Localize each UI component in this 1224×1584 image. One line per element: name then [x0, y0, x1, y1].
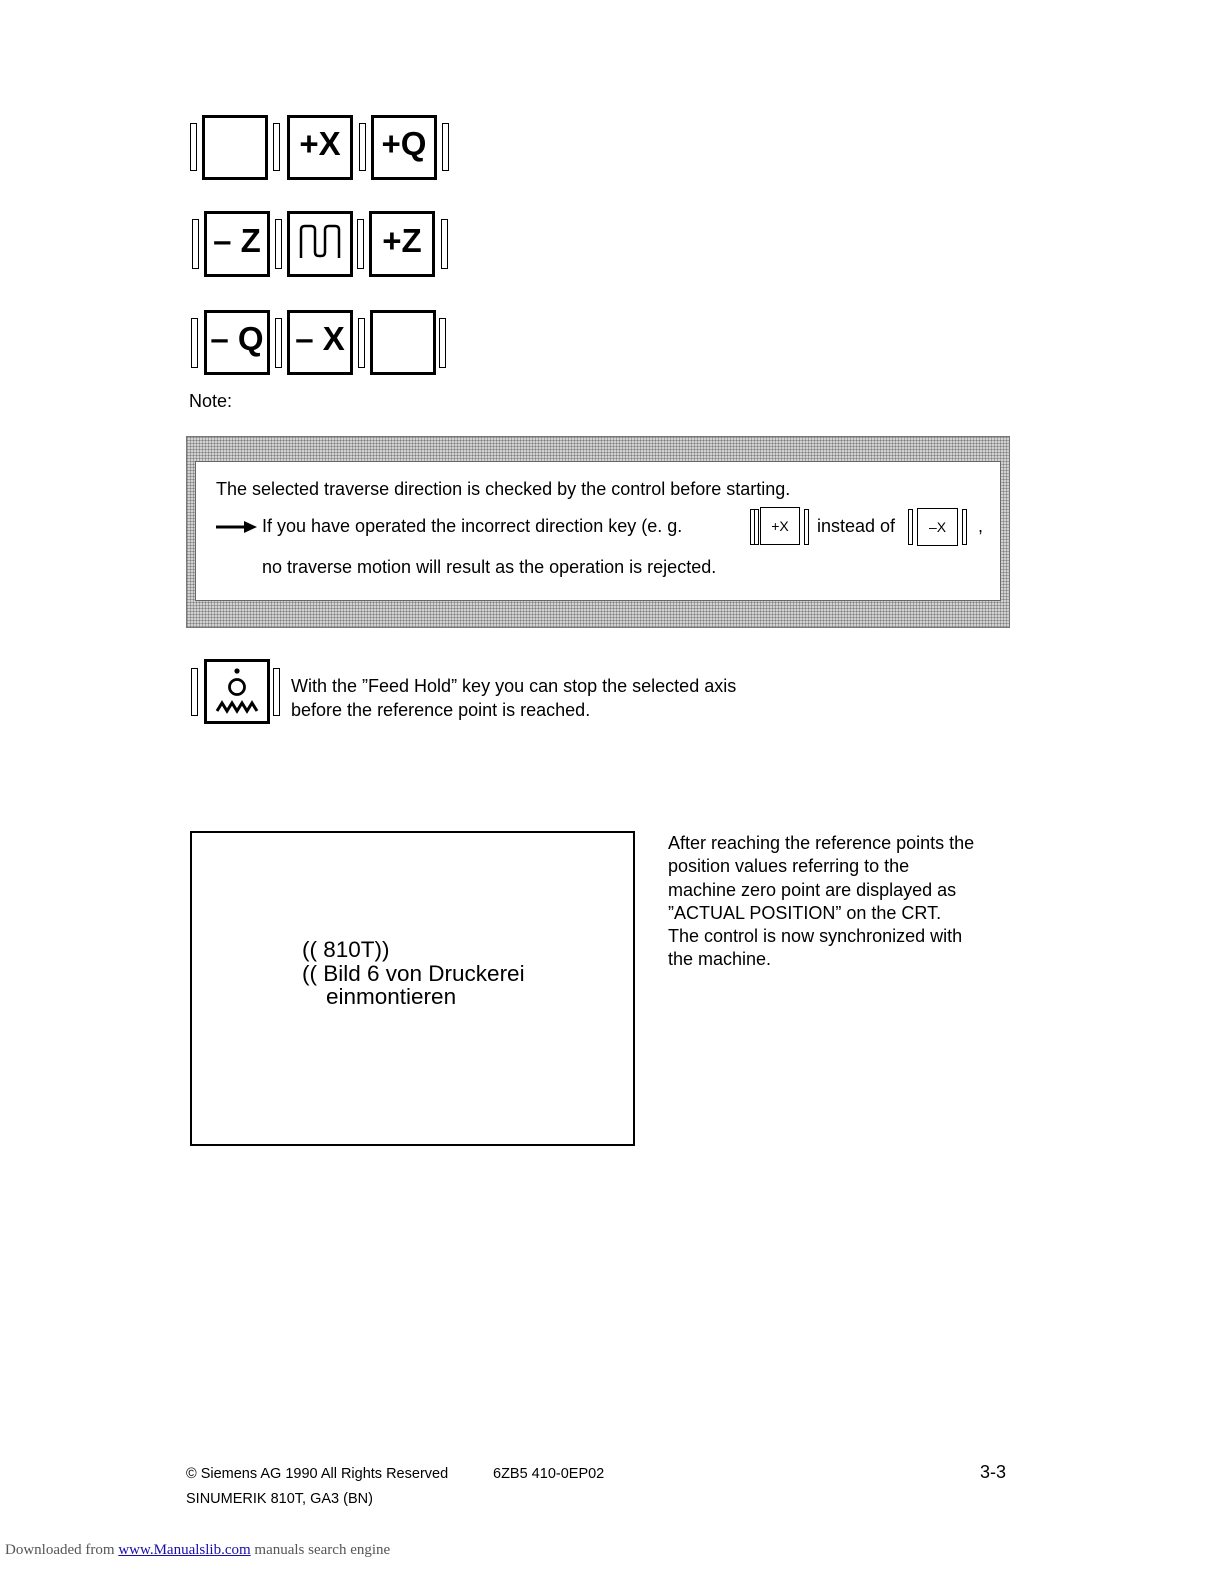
feed-hold-text-1: With the ”Feed Hold” key you can stop the selected axis — [291, 676, 737, 696]
paragraph-line: After reaching the reference points the — [668, 833, 975, 853]
paragraph-line: position values referring to the — [668, 856, 910, 877]
example-key-plus-x — [760, 507, 800, 545]
key-label: +X — [299, 125, 341, 162]
key-separator — [357, 219, 364, 269]
key-label: +X — [771, 518, 789, 534]
feed-hold-text-2: before the reference point is reached. — [291, 700, 591, 720]
figure-note-1: (( 810T)) — [302, 937, 390, 962]
manualslib-link[interactable]: www.Manualslib.com — [118, 1542, 251, 1558]
plus-z-key[interactable] — [369, 211, 435, 277]
figure-note-3: einmontieren — [326, 984, 457, 1009]
copyright: © Siemens AG 1990 All Rights Reserved — [186, 1466, 449, 1482]
key-label: +Z — [382, 221, 422, 259]
page-number: 3-3 — [980, 1462, 1007, 1482]
key-separator — [358, 318, 365, 368]
paragraph-line: the machine. — [668, 949, 772, 970]
minus-q-key[interactable] — [204, 310, 270, 375]
watermark-prefix: Downloaded from — [5, 1542, 115, 1558]
note-line-1: The selected traverse direction is checked by the control before starting. — [216, 479, 791, 499]
plus-q-key[interactable] — [371, 115, 437, 180]
download-watermark — [5, 1542, 390, 1559]
key-separator — [441, 219, 448, 269]
note-label: Note: — [189, 391, 233, 411]
minus-z-key[interactable] — [204, 211, 270, 277]
key-label: – Q — [210, 320, 264, 357]
product-name: SINUMERIK 810T, GA3 (BN) — [186, 1491, 373, 1507]
watermark-suffix: manuals search engine — [254, 1542, 391, 1558]
key-separator — [908, 509, 913, 545]
minus-x-key[interactable] — [287, 310, 353, 375]
example-key-minus-x — [917, 508, 958, 546]
key-separator — [754, 509, 759, 545]
rapid-traverse-key[interactable] — [287, 211, 353, 277]
figure-note-2: (( Bild 6 von Druckerei — [302, 961, 525, 986]
order-number: 6ZB5 410-0EP02 — [493, 1466, 605, 1482]
key-separator — [191, 318, 198, 368]
key-separator — [192, 219, 199, 269]
key-label: – Z — [213, 221, 261, 259]
key-separator — [191, 668, 198, 716]
key-separator — [190, 123, 197, 171]
feed-hold-key[interactable] — [204, 659, 270, 724]
blank-key[interactable] — [202, 115, 268, 180]
key-separator — [275, 219, 282, 269]
arrow-right-icon — [216, 520, 258, 534]
note-line-3: no traverse motion will result as the operation is rejected. — [262, 557, 717, 577]
key-separator — [442, 123, 449, 171]
key-separator — [273, 668, 280, 716]
paragraph-line: The control is now synchronized with — [668, 926, 963, 947]
square-wave-icon — [298, 222, 342, 262]
key-separator — [359, 123, 366, 171]
key-label: +Q — [381, 125, 427, 162]
comma: , — [978, 516, 984, 536]
reference-point-paragraph — [668, 832, 974, 972]
note-line-2: If you have operated the incorrect direction key (e. g. — [262, 516, 683, 536]
key-separator — [273, 123, 280, 171]
blank-key[interactable] — [370, 310, 436, 375]
plus-x-key[interactable] — [287, 115, 353, 180]
key-separator — [804, 509, 809, 545]
paragraph-line: machine zero point are displayed as — [668, 879, 957, 900]
instead-of-text: instead of — [817, 516, 896, 536]
paragraph-line: ”ACTUAL POSITION” on the CRT. — [668, 902, 942, 923]
key-label: –X — [928, 519, 947, 535]
feed-hold-icon — [215, 666, 259, 718]
key-label: – X — [295, 320, 345, 357]
key-separator — [439, 318, 446, 368]
key-separator — [962, 509, 967, 545]
key-separator — [275, 318, 282, 368]
